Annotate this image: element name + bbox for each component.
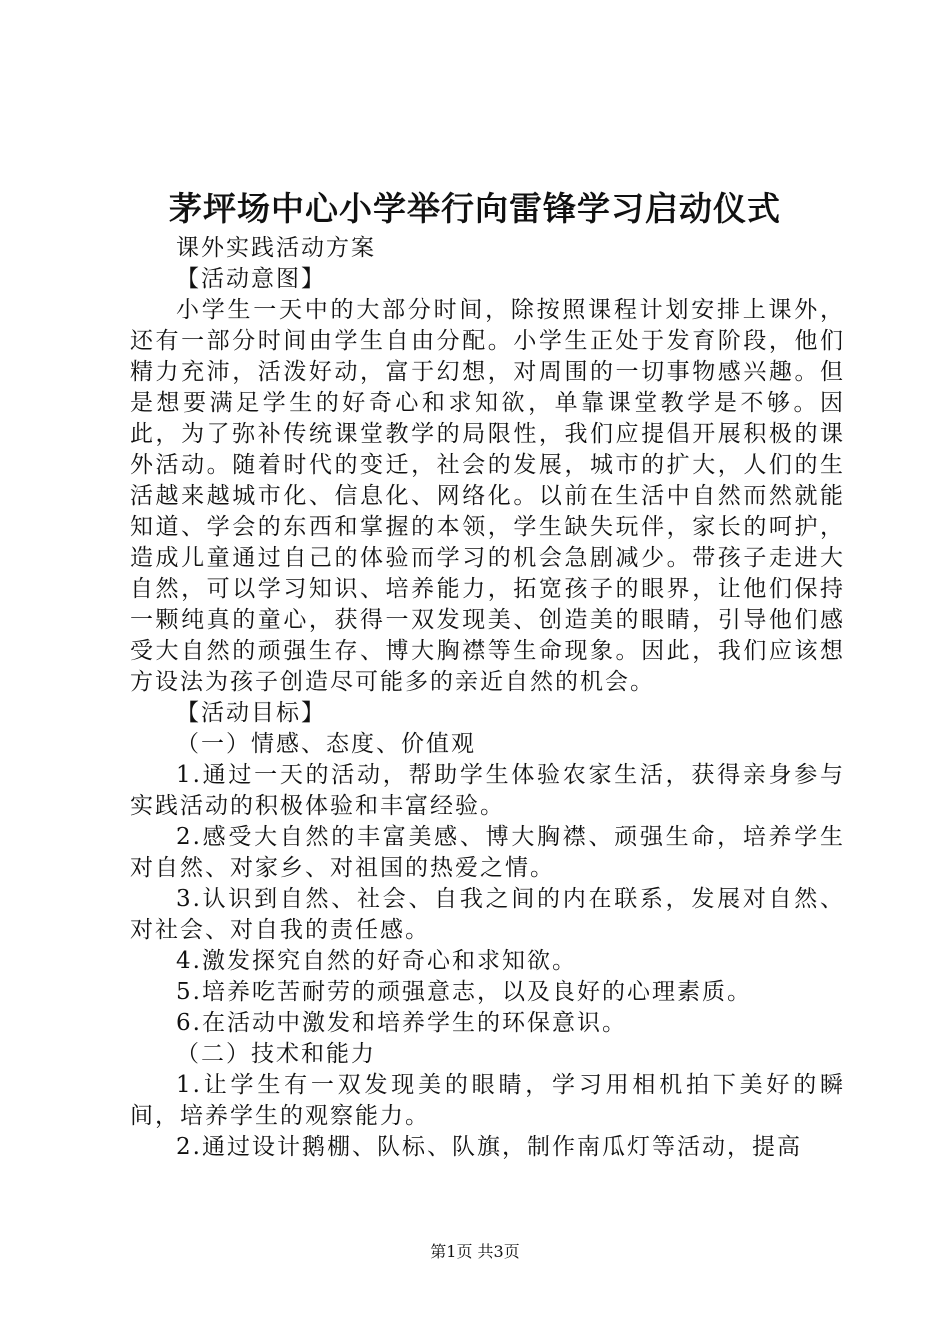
paragraph: 5.培养吃苦耐劳的顽强意志，以及良好的心理素质。	[176, 979, 752, 1005]
paragraph: 2.感受大自然的丰富美感、博大胸襟、顽强生命，培养学生对自然、对家乡、对祖国的热爱之情。	[130, 824, 845, 881]
paragraph: 2.通过设计鹅棚、队标、队旗，制作南瓜灯等活动，提高	[176, 1134, 802, 1160]
paragraph: 6.在活动中激发和培养学生的环保意识。	[176, 1010, 627, 1036]
paragraph: 1.让学生有一双发现美的眼睛，学习用相机拍下美好的瞬间，培养学生的观察能力。	[130, 1072, 845, 1129]
page-footer: 第1页 共3页	[430, 1242, 520, 1261]
paragraph: 4.激发探究自然的好奇心和求知欲。	[176, 948, 577, 974]
document-title: 茅坪场中心小学举行向雷锋学习启动仪式	[169, 189, 781, 228]
paragraph: 小学生一天中的大部分时间，除按照课程计划安排上课外，还有一部分时间由学生自由分配。小学生正处于发育阶段，他们精力充沛，活泼好动，富于幻想，对周围的一切事物感兴趣。但是想要满足学生的好奇心和求知欲，单靠课堂教学是不够。因此，为了弥补传统课堂教学的局限性，我们应提倡开展积极的课外活动。随着时代的变迁，社会的发展，城市的扩大，人们的生活越来越城市化、信息化、网络化。以前在生活中自然而然就能知道、学会的东西和掌握的本领，学生缺失玩伴，家长的呵护，造成儿童通过自己的体验而学习的机会急剧减少。带孩子走进大自然，可以学习知识、培养能力，拓宽孩子的眼界，让他们保持一颗纯真的童心，获得一双发现美、创造美的眼睛，引导他们感受大自然的顽强生存、博大胸襟等生命现象。因此，我们应该想方设法为孩子创造尽可能多的亲近自然的机会。	[130, 297, 845, 695]
paragraph: 1.通过一天的活动，帮助学生体验农家生活，获得亲身参与实践活动的积极体验和丰富经验。	[130, 762, 845, 819]
document-body	[130, 233, 845, 1163]
paragraph: 课外实践活动方案	[176, 235, 376, 261]
paragraph: 3.认识到自然、社会、自我之间的内在联系，发展对自然、对社会、对自我的责任感。	[130, 886, 845, 943]
paragraph: 【活动目标】	[176, 700, 326, 726]
paragraph: （一）情感、态度、价值观	[176, 731, 476, 757]
paragraph: （二）技术和能力	[176, 1041, 376, 1067]
paragraph: 【活动意图】	[176, 266, 326, 292]
